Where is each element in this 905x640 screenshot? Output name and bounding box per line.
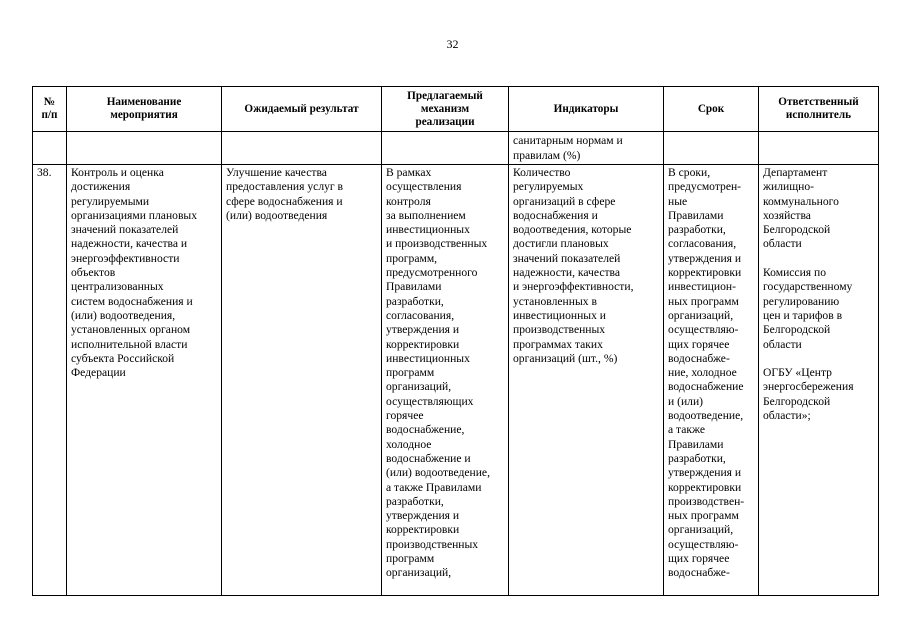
header-num: № п/п (33, 87, 67, 132)
page-number: 32 (446, 37, 459, 51)
table-row (33, 165, 879, 596)
cell-empty (222, 132, 382, 165)
cell-indicators: Количество регулируемых организаций в сфере водоснабжения и водоотведения, которые достигли плановых значений показателей надежности, качества и энергоэффективности, установленных в инвестиционных и производственных программах таких организаций (шт., %) (509, 165, 664, 596)
header-name: Наименование мероприятия (67, 87, 222, 132)
cell-responsible: Департамент жилищно- коммунального хозяйства Белгородской области Комиссия по государственному регулированию цен и тарифов в Белгородской области ОГБУ «Центр энергосбережения Белгородской области»; (759, 165, 879, 596)
table-row-continuation (33, 132, 879, 165)
measures-table (32, 86, 879, 596)
cell-empty (664, 132, 759, 165)
cell-indicators-continuation: санитарным нормам и правилам (%) (509, 132, 664, 165)
header-term: Срок (664, 87, 759, 132)
cell-empty (33, 132, 67, 165)
cell-name: Контроль и оценка достижения регулируемыми организациями плановых значений показателей надежности, качества и энергоэффективности объектов централизованных систем водоснабжения и (или) водоотведения, установленных органом исполнительной власти субъекта Российской Федерации (67, 165, 222, 596)
cell-empty (382, 132, 509, 165)
cell-mechanism: В рамках осуществления контроля за выполнением инвестиционных и производственных программ, предусмотренного Правилами разработки, согласования, утверждения и корректировки инвестиционных программ организаций, осуществляющих горячее водоснабжение, холодное водоснабжение и (или) водоотведение, а также Правилами разработки, утверждения и корректировки производственных программ организаций, (382, 165, 509, 596)
header-mechanism: Предлагаемый механизм реализации (382, 87, 509, 132)
cell-empty (759, 132, 879, 165)
header-responsible: Ответственный исполнитель (759, 87, 879, 132)
cell-term: В сроки, предусмотрен- ные Правилами разработки, согласования, утверждения и корректировки инвестицион- ных программ организаций, осуществляю- щих горячее водоснабже- ние, холодное водоснабжение и (или) водоотведение, а также Правилами разработки, утверждения и корректировки производствен- ных программ организаций, осуществляю- щих горячее водоснабже- (664, 165, 759, 596)
table-header-row (33, 87, 879, 132)
header-result: Ожидаемый результат (222, 87, 382, 132)
cell-empty (67, 132, 222, 165)
cell-num: 38. (33, 165, 67, 596)
cell-result: Улучшение качества предоставления услуг в сфере водоснабжения и (или) водоотведения (222, 165, 382, 596)
header-indicators: Индикаторы (509, 87, 664, 132)
